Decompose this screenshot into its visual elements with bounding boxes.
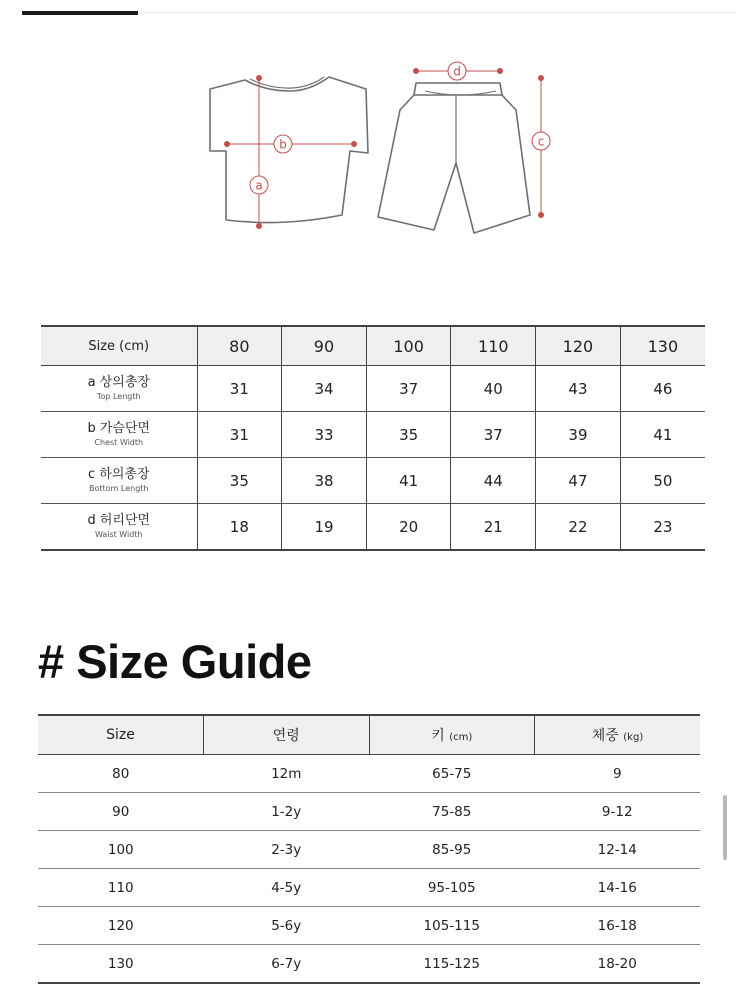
row-sublabel: Waist Width bbox=[94, 529, 143, 539]
tshirt-measure-lines bbox=[224, 75, 357, 229]
row-label-cell bbox=[41, 504, 197, 551]
table-cell: 34 bbox=[282, 366, 367, 412]
label-d-marker bbox=[448, 62, 466, 80]
table-cell: 18 bbox=[197, 504, 282, 551]
table-cell: 35 bbox=[197, 458, 282, 504]
shorts-illustration bbox=[378, 83, 530, 233]
table-cell: 120 bbox=[38, 907, 204, 945]
table-cell: 95-105 bbox=[369, 869, 535, 907]
size-guide-table bbox=[38, 714, 700, 984]
header-divider bbox=[138, 12, 736, 13]
label-c-marker bbox=[532, 132, 550, 150]
garment-diagram bbox=[200, 55, 560, 245]
row-sublabel: Bottom Length bbox=[89, 483, 149, 493]
table-cell: 2-3y bbox=[204, 831, 370, 869]
table-cell: 9-12 bbox=[535, 793, 701, 831]
row-sublabel: Chest Width bbox=[94, 437, 144, 447]
table-cell: 105-115 bbox=[369, 907, 535, 945]
table-row bbox=[41, 412, 705, 458]
table-cell: 37 bbox=[366, 366, 451, 412]
table-cell: 14-16 bbox=[535, 869, 701, 907]
size-header: 130 bbox=[620, 326, 705, 366]
label-b-marker bbox=[274, 135, 292, 153]
guide-header-weight: 체중 (kg) bbox=[535, 715, 701, 755]
table-cell: 35 bbox=[366, 412, 451, 458]
table-cell: 100 bbox=[38, 831, 204, 869]
size-header: 110 bbox=[451, 326, 536, 366]
table-row bbox=[38, 755, 700, 793]
table-row bbox=[41, 458, 705, 504]
table-cell: 80 bbox=[38, 755, 204, 793]
row-label-cell bbox=[41, 366, 197, 412]
guide-header-size: Size bbox=[38, 715, 204, 755]
header-accent-bar bbox=[22, 11, 138, 15]
row-label: d 허리단면 bbox=[87, 512, 151, 528]
table-cell: 31 bbox=[197, 412, 282, 458]
table-cell: 44 bbox=[451, 458, 536, 504]
table-cell: 65-75 bbox=[369, 755, 535, 793]
table-cell: 40 bbox=[451, 366, 536, 412]
label-b: b bbox=[279, 137, 287, 152]
table-cell: 115-125 bbox=[369, 945, 535, 984]
label-a-marker bbox=[250, 176, 268, 194]
row-sublabel: Top Length bbox=[96, 391, 141, 401]
table-row bbox=[41, 366, 705, 412]
table-cell: 38 bbox=[282, 458, 367, 504]
label-a: a bbox=[255, 178, 263, 193]
size-header: 80 bbox=[197, 326, 282, 366]
table-cell: 12-14 bbox=[535, 831, 701, 869]
table-cell: 19 bbox=[282, 504, 367, 551]
measurement-table bbox=[41, 325, 705, 551]
table-row bbox=[38, 831, 700, 869]
table-row bbox=[38, 869, 700, 907]
size-cm-header: Size (cm) bbox=[41, 326, 197, 366]
label-c: c bbox=[537, 134, 545, 149]
measurement-header-row bbox=[41, 326, 705, 366]
row-label-cell bbox=[41, 412, 197, 458]
table-cell: 75-85 bbox=[369, 793, 535, 831]
table-cell: 12m bbox=[204, 755, 370, 793]
table-cell: 41 bbox=[620, 412, 705, 458]
shorts-measure-lines bbox=[413, 68, 544, 218]
table-cell: 33 bbox=[282, 412, 367, 458]
table-cell: 41 bbox=[366, 458, 451, 504]
row-label-cell bbox=[41, 458, 197, 504]
table-cell: 6-7y bbox=[204, 945, 370, 984]
table-cell: 21 bbox=[451, 504, 536, 551]
table-cell: 39 bbox=[536, 412, 621, 458]
row-label: c 하의총장 bbox=[87, 466, 150, 482]
guide-header-row bbox=[38, 715, 700, 755]
table-cell: 85-95 bbox=[369, 831, 535, 869]
table-cell: 5-6y bbox=[204, 907, 370, 945]
table-cell: 90 bbox=[38, 793, 204, 831]
table-cell: 43 bbox=[536, 366, 621, 412]
size-header: 90 bbox=[282, 326, 367, 366]
table-cell: 37 bbox=[451, 412, 536, 458]
table-row bbox=[38, 793, 700, 831]
guide-header-age: 연령 bbox=[204, 715, 370, 755]
table-cell: 16-18 bbox=[535, 907, 701, 945]
table-cell: 110 bbox=[38, 869, 204, 907]
table-cell: 47 bbox=[536, 458, 621, 504]
table-row bbox=[38, 907, 700, 945]
table-cell: 4-5y bbox=[204, 869, 370, 907]
guide-header-height: 키 (cm) bbox=[369, 715, 535, 755]
table-row bbox=[41, 504, 705, 551]
size-guide-title: # Size Guide bbox=[38, 635, 312, 688]
label-d: d bbox=[453, 64, 461, 79]
size-header: 120 bbox=[536, 326, 621, 366]
table-cell: 9 bbox=[535, 755, 701, 793]
table-cell: 22 bbox=[536, 504, 621, 551]
table-cell: 130 bbox=[38, 945, 204, 984]
size-header: 100 bbox=[366, 326, 451, 366]
table-cell: 31 bbox=[197, 366, 282, 412]
scrollbar[interactable] bbox=[723, 795, 727, 860]
row-label: a 상의총장 bbox=[87, 374, 150, 390]
table-cell: 20 bbox=[366, 504, 451, 551]
row-label: b 가슴단면 bbox=[87, 420, 151, 436]
table-cell: 18-20 bbox=[535, 945, 701, 984]
table-cell: 50 bbox=[620, 458, 705, 504]
table-row bbox=[38, 945, 700, 984]
table-cell: 23 bbox=[620, 504, 705, 551]
table-cell: 46 bbox=[620, 366, 705, 412]
table-cell: 1-2y bbox=[204, 793, 370, 831]
